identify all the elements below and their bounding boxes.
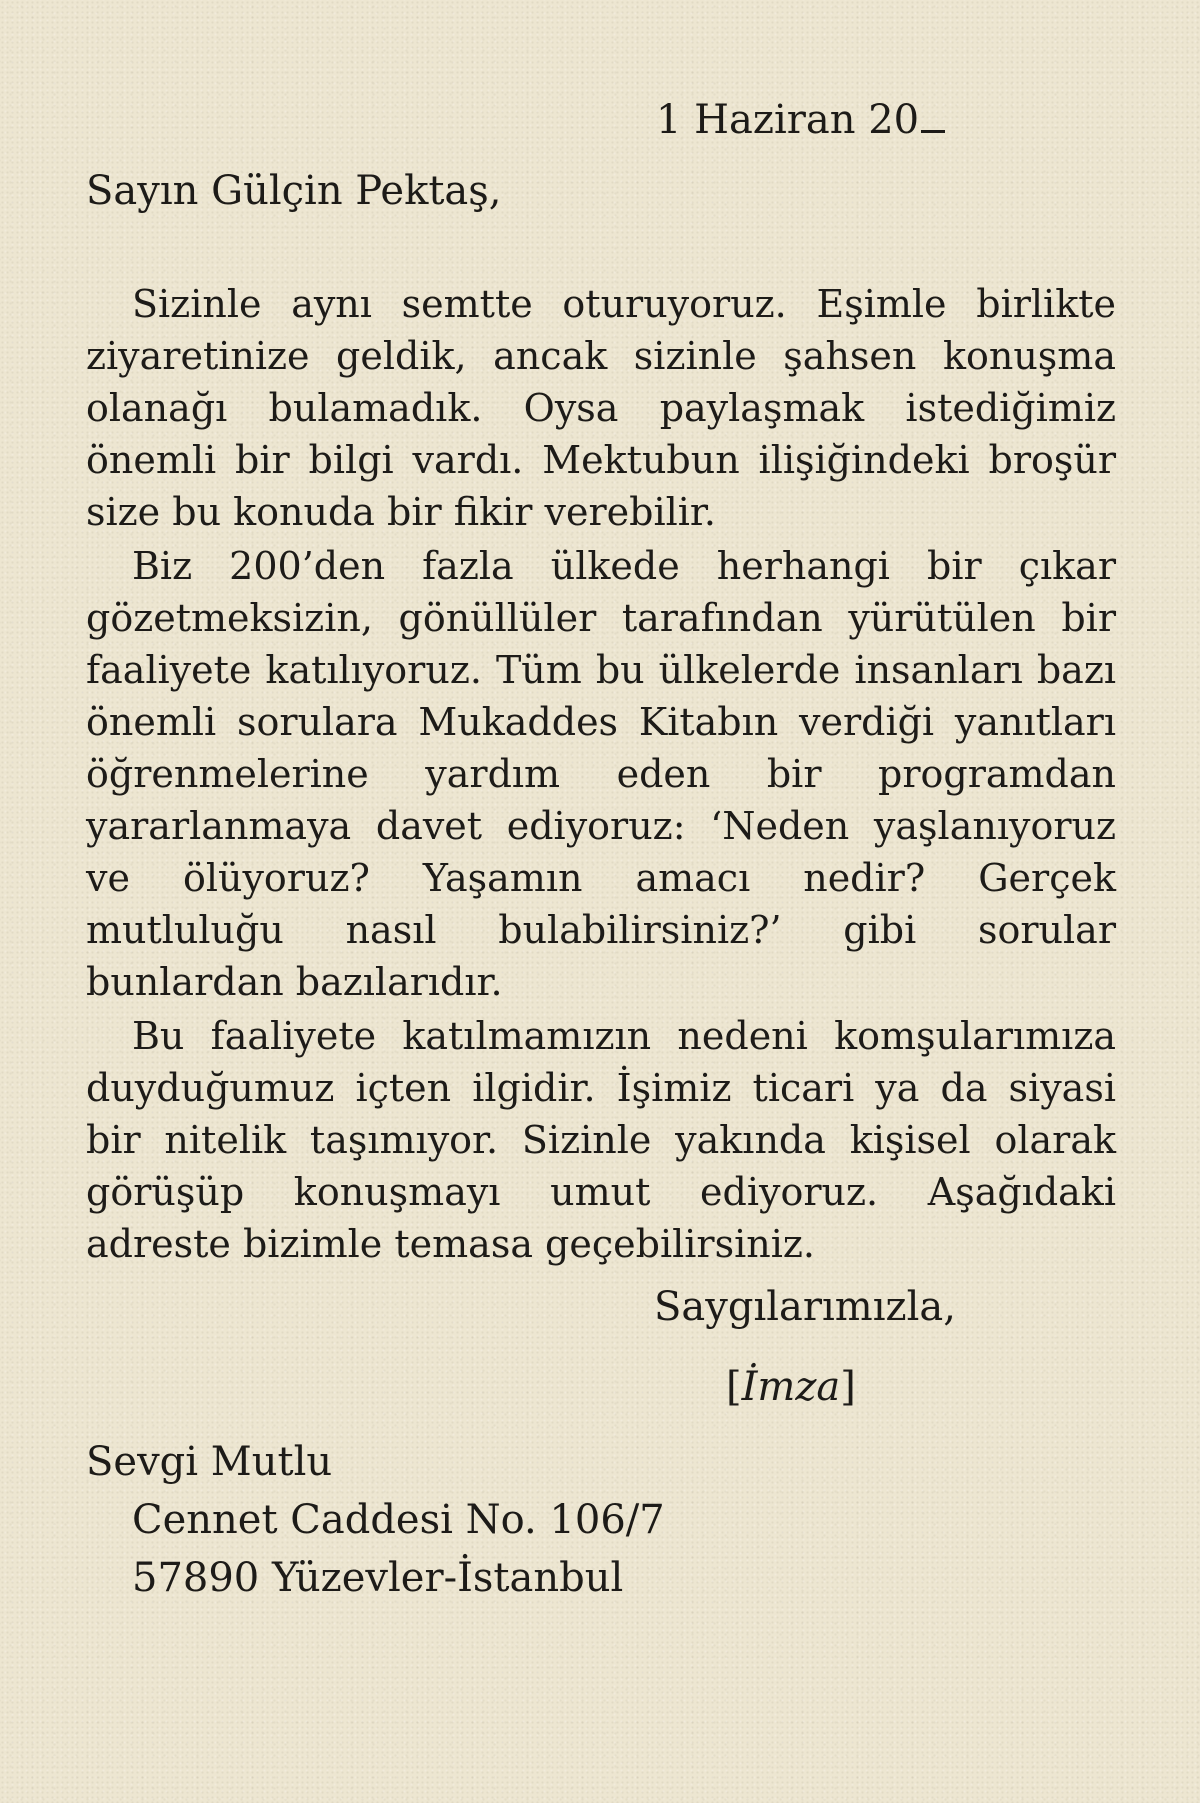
sender-name: Sevgi Mutlu xyxy=(86,1439,333,1485)
letter-date xyxy=(656,96,945,144)
date-year-blank xyxy=(921,130,945,133)
body-paragraph-2: Biz 200’den fazla ülkede herhangi bir çıkar gözetmeksizin, gönüllüler tarafından yürütülen bir faaliyete katılıyoruz. Tüm bu ülkelerde insanları bazı önemli sorulara Mukaddes Kitabın verdiği yanıtları öğrenmelerine yardım eden bir programdan yararlanmaya davet ediyoruz: ‘Neden yaşlanıyoruz ve ölüyoruz? Yaşamın amacı nedir? Gerçek mutluluğu nasıl bulabilirsiniz?’ gibi sorular bunlardan bazılarıdır. xyxy=(86,544,1116,1004)
date-text: 1 Haziran 20 xyxy=(656,97,920,143)
signature-label: İmza xyxy=(741,1364,841,1410)
letter xyxy=(86,0,1116,1803)
signature-placeholder: [İmza] xyxy=(726,1364,856,1410)
closing: Saygılarımızla, xyxy=(654,1284,956,1330)
sender-address-line-1: Cennet Caddesi No. 106/7 xyxy=(132,1497,665,1543)
body-paragraph-3: Bu faaliyete katılmamızın nedeni komşularımıza duyduğumuz içten ilgidir. İşimiz ticari ya da siyasi bir nitelik taşımıyor. Sizinle yakında kişisel olarak görüşüp konuşmayı umut ediyoruz. Aşağıdaki adreste bizimle temasa geçebilirsiniz. xyxy=(86,1014,1116,1266)
body-paragraph-1: Sizinle aynı semtte oturuyoruz. Eşimle birlikte ziyaretinize geldik, ancak sizinle şahsen konuşma olanağı bulamadık. Oysa paylaşmak istediğimiz önemli bir bilgi vardı. Mektubun ilişiğindeki broşür size bu konuda bir fikir verebilir. xyxy=(86,282,1116,534)
letter-body xyxy=(86,278,1116,1272)
salutation: Sayın Gülçin Pektaş, xyxy=(86,168,502,214)
sender-address-line-2: 57890 Yüzevler-İstanbul xyxy=(132,1555,624,1601)
